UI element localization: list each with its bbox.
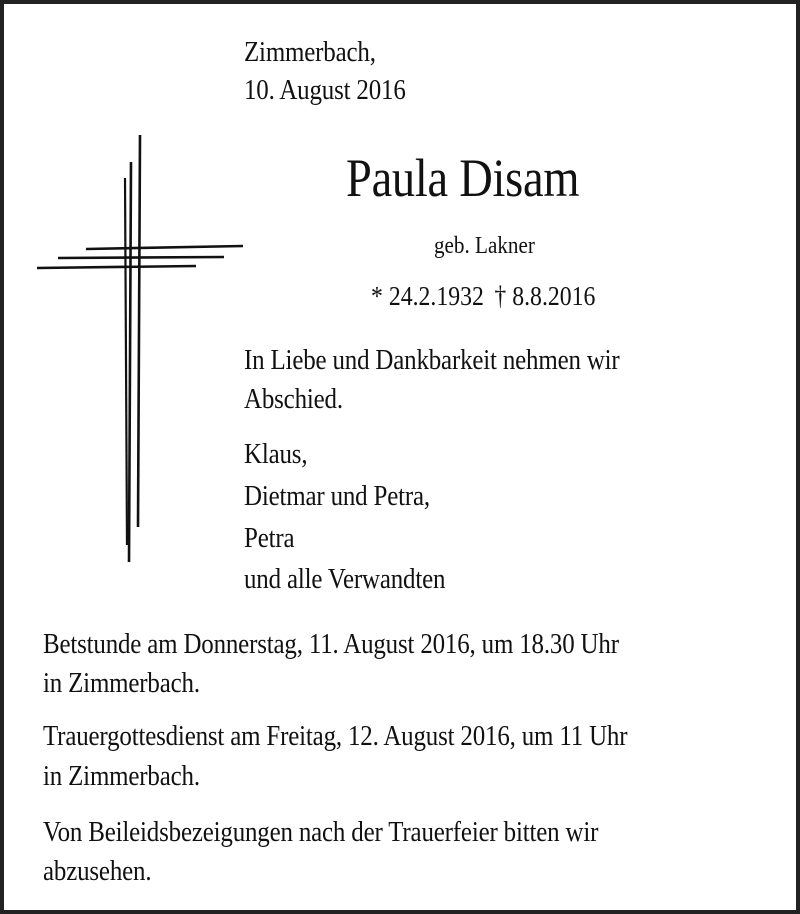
- place-line: Zimmerbach,: [244, 36, 376, 68]
- mourner-name: Petra: [244, 522, 295, 554]
- deceased-name: Paula Disam: [346, 148, 580, 208]
- condolence-note-line: Von Beileidsbezeigungen nach der Trauerfeier bitten wir: [43, 816, 599, 848]
- notice-date: 10. August 2016: [244, 74, 406, 106]
- death-date: 8.8.2016: [512, 281, 596, 311]
- prayer-hour-line: in Zimmerbach.: [43, 667, 200, 699]
- mourner-name: und alle Verwandten: [244, 563, 446, 595]
- life-dates: [371, 283, 595, 310]
- mourner-name: Klaus,: [244, 438, 308, 470]
- condolence-note-line: abzusehen.: [43, 855, 152, 887]
- farewell-message-line: In Liebe und Dankbarkeit nehmen wir: [244, 344, 620, 376]
- birth-date: 24.2.1932: [388, 281, 484, 311]
- prayer-hour-line: Betstunde am Donnerstag, 11. August 2016, um 18.30 Uhr: [43, 628, 619, 660]
- birth-symbol: *: [371, 281, 383, 311]
- funeral-service-line: Trauergottesdienst am Freitag, 12. August 2016, um 11 Uhr: [43, 720, 628, 752]
- farewell-message-line: Abschied.: [244, 383, 343, 415]
- death-symbol: †: [494, 281, 507, 311]
- maiden-name: geb. Lakner: [434, 233, 535, 259]
- funeral-service-line: in Zimmerbach.: [43, 760, 200, 792]
- mourner-name: Dietmar und Petra,: [244, 480, 430, 512]
- cross-icon: [34, 132, 254, 572]
